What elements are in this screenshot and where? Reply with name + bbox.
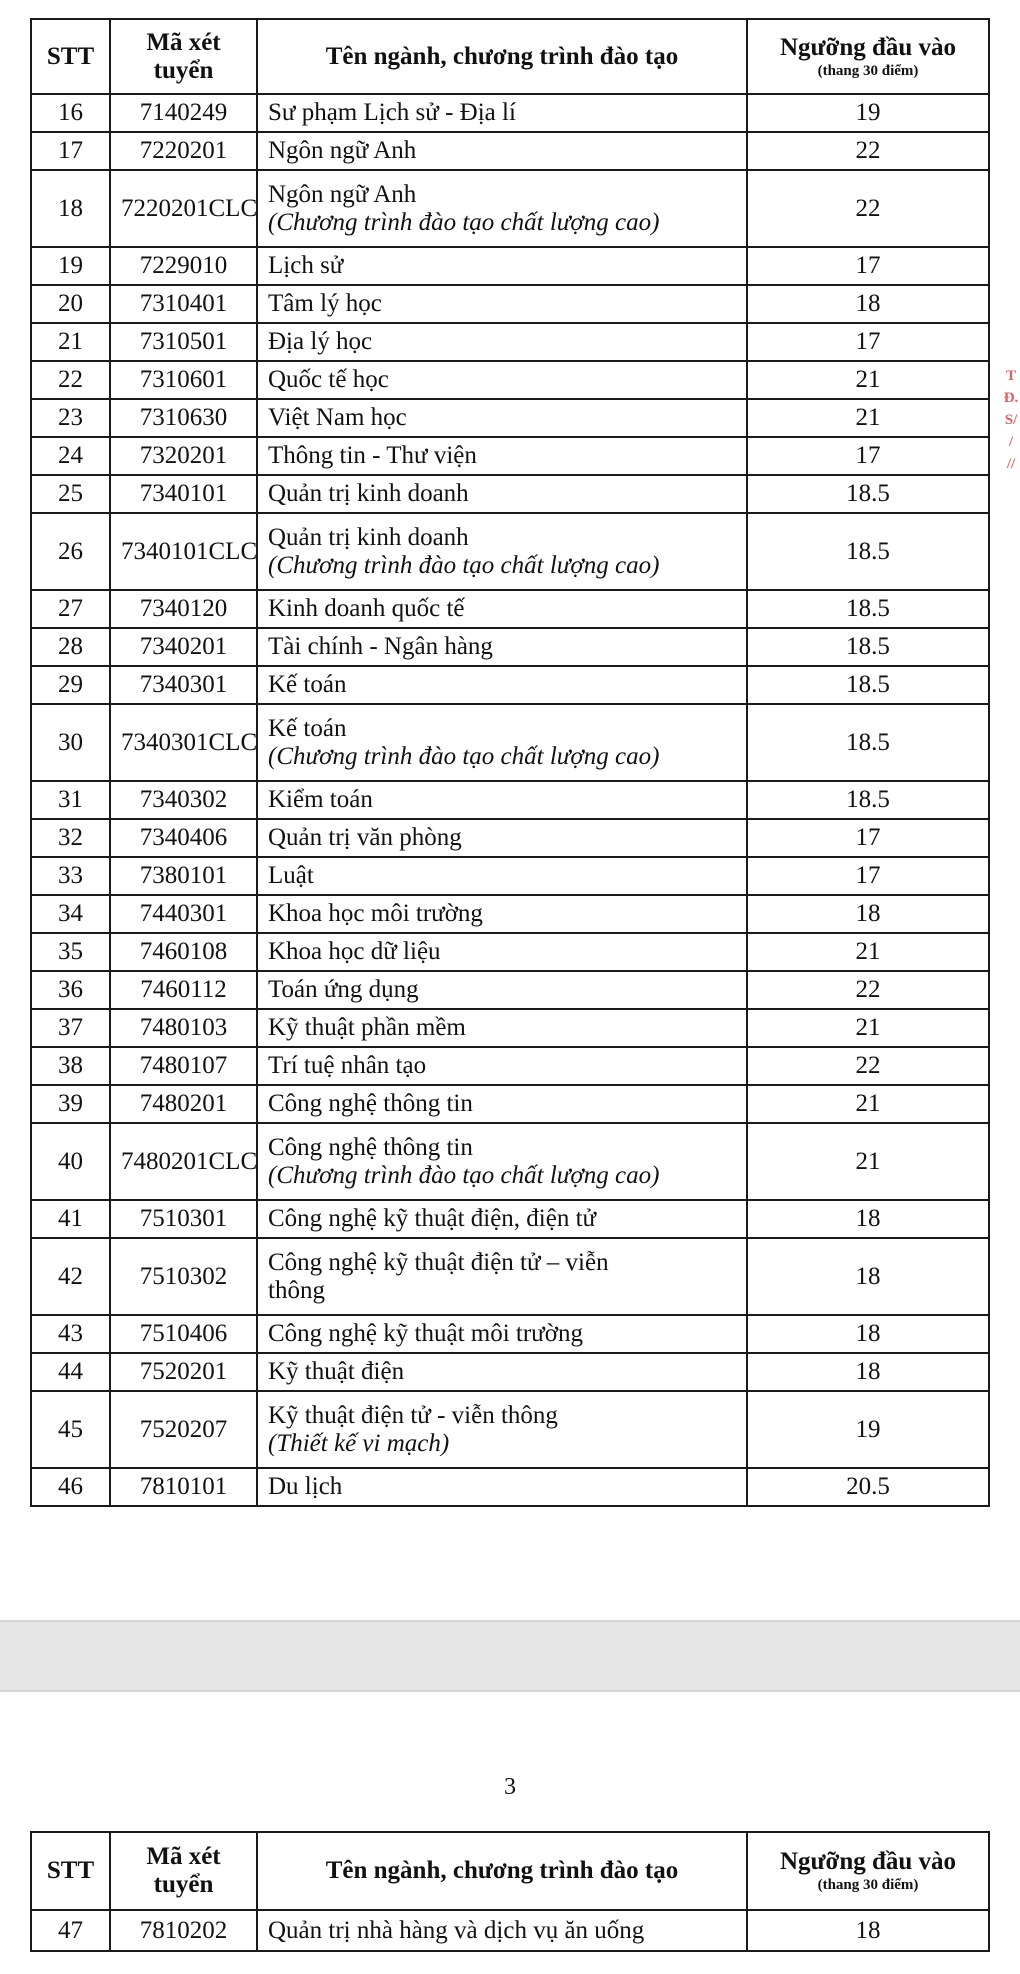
cell-stt: 31 [31, 781, 110, 819]
program-name: Công nghệ kỹ thuật điện, điện tử [268, 1205, 597, 1232]
cell-stt: 16 [31, 94, 110, 132]
cell-threshold: 21 [747, 361, 989, 399]
program-name: Luật [268, 862, 314, 889]
cell-program-name [257, 1910, 747, 1951]
table-row [31, 895, 989, 933]
cell-threshold: 19 [747, 94, 989, 132]
cell-code: 7480107 [110, 1047, 257, 1085]
header-threshold-scale: (thang 30 điểm) [817, 1877, 919, 1893]
cell-program-name [257, 1391, 747, 1468]
cell-stt: 46 [31, 1468, 110, 1506]
cell-threshold: 22 [747, 1047, 989, 1085]
cell-program-name [257, 704, 747, 781]
cell-code: 7340120 [110, 590, 257, 628]
table-row [31, 475, 989, 513]
program-name: Kế toán [268, 671, 347, 698]
cell-program-name [257, 170, 747, 247]
cell-code: 7340101 [110, 475, 257, 513]
cell-stt: 22 [31, 361, 110, 399]
program-name: Tài chính - Ngân hàng [268, 633, 493, 660]
cell-stt: 17 [31, 132, 110, 170]
cell-program-name [257, 285, 747, 323]
cell-stt: 25 [31, 475, 110, 513]
table-row [31, 1238, 989, 1315]
admission-threshold-table [30, 18, 990, 1507]
table-row [31, 170, 989, 247]
program-name: Khoa học dữ liệu [268, 938, 441, 965]
header-program-name: Tên ngành, chương trình đào tạo [257, 19, 747, 94]
cell-code: 7480201CLC [110, 1123, 257, 1200]
page-number: 3 [504, 1774, 516, 1800]
program-name: Kỹ thuật phần mềm [268, 1014, 466, 1041]
cell-program-name [257, 1468, 747, 1506]
cell-threshold: 19 [747, 1391, 989, 1468]
header-program-name: Tên ngành, chương trình đào tạo [257, 1832, 747, 1910]
program-name: Du lịch [268, 1473, 343, 1500]
table-row [31, 399, 989, 437]
program-name: Địa lý học [268, 328, 373, 355]
cell-stt: 42 [31, 1238, 110, 1315]
page-separator [0, 1620, 1020, 1692]
header-threshold [747, 1832, 989, 1910]
cell-program-name [257, 971, 747, 1009]
cell-program-name [257, 666, 747, 704]
cell-threshold: 18.5 [747, 590, 989, 628]
stamp-glyph: // [1006, 456, 1016, 472]
program-note: (Chương trình đào tạo chất lượng cao) [268, 208, 660, 236]
header-stt: STT [31, 19, 110, 94]
cell-program-name [257, 94, 747, 132]
cell-code: 7510302 [110, 1238, 257, 1315]
cell-threshold: 17 [747, 819, 989, 857]
cell-program-name [257, 628, 747, 666]
cell-code: 7460112 [110, 971, 257, 1009]
cell-stt: 33 [31, 857, 110, 895]
cell-threshold: 22 [747, 132, 989, 170]
cell-code: 7480201 [110, 1085, 257, 1123]
cell-threshold: 18 [747, 1353, 989, 1391]
table-row [31, 437, 989, 475]
program-name: Công nghệ kỹ thuật điện tử – viễn [268, 1248, 609, 1276]
program-name: Công nghệ thông tin [268, 1133, 473, 1161]
cell-code: 7810101 [110, 1468, 257, 1506]
cell-code: 7220201CLC [110, 170, 257, 247]
table-row [31, 933, 989, 971]
program-name: Việt Nam học [268, 404, 407, 431]
cell-threshold: 18 [747, 1315, 989, 1353]
cell-threshold: 21 [747, 1009, 989, 1047]
cell-threshold: 17 [747, 323, 989, 361]
program-name: Trí tuệ nhân tạo [268, 1052, 427, 1079]
header-threshold-label: Ngưỡng đầu vào [779, 1848, 957, 1875]
program-note: (Thiết kế vi mạch) [268, 1429, 450, 1457]
cell-stt: 21 [31, 323, 110, 361]
table-row [31, 1047, 989, 1085]
table-row [31, 781, 989, 819]
cell-program-name [257, 590, 747, 628]
cell-stt: 35 [31, 933, 110, 971]
table-row [31, 323, 989, 361]
program-name: Khoa học môi trường [268, 900, 483, 927]
table-row [31, 132, 989, 170]
header-threshold [747, 19, 989, 94]
cell-code: 7229010 [110, 247, 257, 285]
cell-stt: 37 [31, 1009, 110, 1047]
cell-threshold: 18 [747, 895, 989, 933]
cell-program-name [257, 1315, 747, 1353]
cell-threshold: 18.5 [747, 475, 989, 513]
program-note: (Chương trình đào tạo chất lượng cao) [268, 551, 660, 579]
table-row [31, 971, 989, 1009]
table-header-row [31, 1832, 989, 1910]
cell-stt: 28 [31, 628, 110, 666]
cell-threshold: 17 [747, 437, 989, 475]
cell-program-name [257, 132, 747, 170]
cell-stt: 39 [31, 1085, 110, 1123]
program-name: Sư phạm Lịch sử - Địa lí [268, 99, 516, 126]
cell-program-name [257, 1353, 747, 1391]
program-name: Tâm lý học [268, 290, 382, 317]
cell-code: 7340201 [110, 628, 257, 666]
table-row [31, 857, 989, 895]
header-code-line1: Mã xét [146, 28, 221, 56]
header-code-line2: tuyển [153, 56, 214, 84]
cell-program-name [257, 1009, 747, 1047]
cell-threshold: 18.5 [747, 666, 989, 704]
cell-threshold: 18 [747, 1910, 989, 1951]
cell-stt: 18 [31, 170, 110, 247]
table-body [31, 1910, 989, 1951]
red-stamp-fragment [1003, 365, 1019, 475]
cell-program-name [257, 437, 747, 475]
cell-threshold: 18.5 [747, 704, 989, 781]
table-row [31, 628, 989, 666]
table-row [31, 361, 989, 399]
cell-stt: 38 [31, 1047, 110, 1085]
program-name: Kỹ thuật điện tử - viễn thông [268, 1401, 558, 1429]
header-code-line1: Mã xét [146, 1843, 221, 1870]
cell-program-name [257, 1200, 747, 1238]
table-row [31, 704, 989, 781]
cell-threshold: 22 [747, 971, 989, 1009]
cell-program-name [257, 323, 747, 361]
program-name: Quản trị kinh doanh [268, 480, 469, 507]
table-row [31, 666, 989, 704]
program-name: Kinh doanh quốc tế [268, 595, 465, 622]
cell-threshold: 18.5 [747, 513, 989, 590]
program-name: Kỹ thuật điện [268, 1358, 405, 1385]
table-row [31, 1391, 989, 1468]
cell-code: 7220201 [110, 132, 257, 170]
table-row [31, 1468, 989, 1506]
cell-threshold: 17 [747, 857, 989, 895]
cell-threshold: 18.5 [747, 628, 989, 666]
cell-stt: 43 [31, 1315, 110, 1353]
table-body [31, 94, 989, 1506]
cell-stt: 45 [31, 1391, 110, 1468]
table-row [31, 1123, 989, 1200]
cell-code: 7460108 [110, 933, 257, 971]
cell-program-name [257, 857, 747, 895]
cell-program-name [257, 781, 747, 819]
cell-program-name [257, 1085, 747, 1123]
cell-stt: 20 [31, 285, 110, 323]
cell-code: 7380101 [110, 857, 257, 895]
cell-threshold: 18 [747, 285, 989, 323]
cell-threshold: 18.5 [747, 781, 989, 819]
table-row [31, 1315, 989, 1353]
cell-stt: 19 [31, 247, 110, 285]
cell-program-name [257, 475, 747, 513]
cell-stt: 26 [31, 513, 110, 590]
header-threshold-label: Ngưỡng đầu vào [779, 33, 957, 61]
cell-code: 7510301 [110, 1200, 257, 1238]
program-name: Toán ứng dụng [268, 976, 419, 1003]
cell-stt: 36 [31, 971, 110, 1009]
cell-stt: 32 [31, 819, 110, 857]
cell-threshold: 17 [747, 247, 989, 285]
cell-code: 7510406 [110, 1315, 257, 1353]
program-name: Kế toán [268, 714, 347, 742]
cell-code: 7140249 [110, 94, 257, 132]
program-note: (Chương trình đào tạo chất lượng cao) [268, 1161, 660, 1189]
program-name: Công nghệ thông tin [268, 1090, 473, 1117]
program-name: Quản trị kinh doanh [268, 523, 469, 551]
table-row [31, 1085, 989, 1123]
table-row [31, 285, 989, 323]
table-row [31, 247, 989, 285]
program-name: Ngôn ngữ Anh [268, 137, 417, 164]
cell-stt: 34 [31, 895, 110, 933]
cell-stt: 44 [31, 1353, 110, 1391]
cell-code: 7310401 [110, 285, 257, 323]
program-name: Công nghệ kỹ thuật môi trường [268, 1320, 583, 1347]
header-code [110, 1832, 257, 1910]
program-name: Kiểm toán [268, 786, 373, 813]
cell-threshold: 22 [747, 170, 989, 247]
program-name: Quốc tế học [268, 366, 389, 393]
cell-stt: 30 [31, 704, 110, 781]
cell-code: 7310501 [110, 323, 257, 361]
header-stt: STT [31, 1832, 110, 1910]
program-name: Lịch sử [268, 252, 344, 279]
table-row [31, 819, 989, 857]
cell-code: 7440301 [110, 895, 257, 933]
document-page-3 [0, 1692, 1020, 1974]
cell-threshold: 18 [747, 1200, 989, 1238]
table-row [31, 590, 989, 628]
cell-stt: 41 [31, 1200, 110, 1238]
cell-code: 7310601 [110, 361, 257, 399]
cell-program-name [257, 513, 747, 590]
program-name: Quản trị văn phòng [268, 824, 462, 851]
cell-program-name [257, 1123, 747, 1200]
cell-code: 7340301 [110, 666, 257, 704]
cell-program-name [257, 1047, 747, 1085]
cell-stt: 40 [31, 1123, 110, 1200]
cell-code: 7480103 [110, 1009, 257, 1047]
header-code-line2: tuyển [153, 1871, 214, 1898]
cell-program-name [257, 361, 747, 399]
cell-stt: 24 [31, 437, 110, 475]
program-name-continued: thông [268, 1276, 325, 1304]
cell-code: 7310630 [110, 399, 257, 437]
cell-threshold: 21 [747, 933, 989, 971]
cell-stt: 23 [31, 399, 110, 437]
cell-stt: 47 [31, 1910, 110, 1951]
header-code [110, 19, 257, 94]
cell-threshold: 21 [747, 1085, 989, 1123]
cell-program-name [257, 247, 747, 285]
cell-code: 7340302 [110, 781, 257, 819]
program-name: Quản trị nhà hàng và dịch vụ ăn uống [268, 1916, 645, 1944]
cell-code: 7340406 [110, 819, 257, 857]
cell-code: 7520201 [110, 1353, 257, 1391]
stamp-glyph: S/ [1004, 412, 1018, 428]
table-row [31, 1353, 989, 1391]
table-row [31, 94, 989, 132]
program-note: (Chương trình đào tạo chất lượng cao) [268, 742, 660, 770]
cell-code: 7340101CLC [110, 513, 257, 590]
cell-program-name [257, 1238, 747, 1315]
header-threshold-scale: (thang 30 điểm) [817, 62, 919, 79]
cell-stt: 27 [31, 590, 110, 628]
table-row [31, 513, 989, 590]
cell-program-name [257, 895, 747, 933]
table-row [31, 1200, 989, 1238]
cell-code: 7320201 [110, 437, 257, 475]
cell-code: 7520207 [110, 1391, 257, 1468]
cell-program-name [257, 399, 747, 437]
program-name: Thông tin - Thư viện [268, 442, 477, 469]
table-row [31, 1009, 989, 1047]
program-name: Ngôn ngữ Anh [268, 180, 417, 208]
stamp-glyph: T [1005, 368, 1016, 384]
cell-code: 7340301CLC [110, 704, 257, 781]
cell-code: 7810202 [110, 1910, 257, 1951]
cell-stt: 29 [31, 666, 110, 704]
stamp-glyph: Đ. [1003, 390, 1019, 406]
admission-threshold-table-continued [30, 1831, 990, 1952]
cell-threshold: 18 [747, 1238, 989, 1315]
cell-program-name [257, 819, 747, 857]
table-header-row [31, 19, 989, 94]
cell-program-name [257, 933, 747, 971]
cell-threshold: 21 [747, 399, 989, 437]
stamp-glyph: / [1008, 434, 1014, 450]
cell-threshold: 21 [747, 1123, 989, 1200]
table-row [31, 1910, 989, 1951]
cell-threshold: 20.5 [747, 1468, 989, 1506]
